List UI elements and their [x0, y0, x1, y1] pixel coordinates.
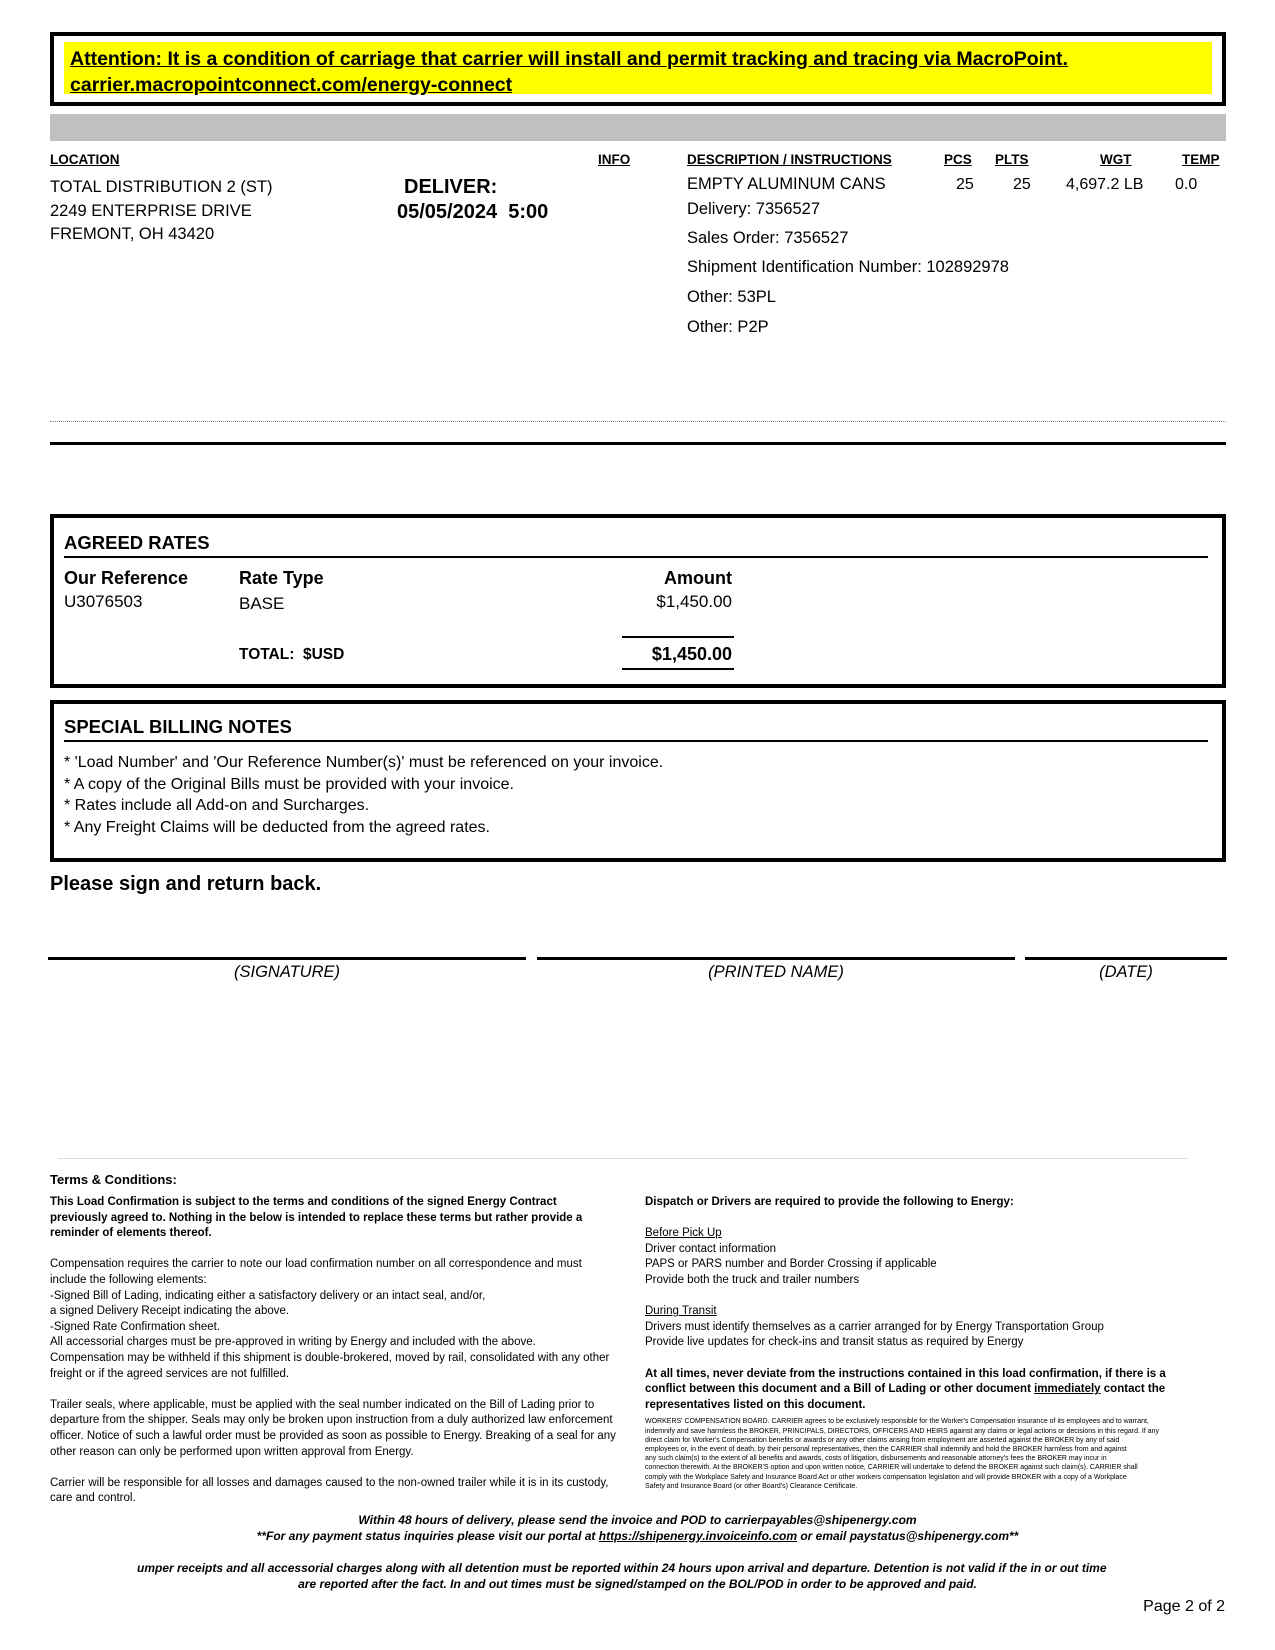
billing-note: * 'Load Number' and 'Our Reference Number(s)' must be referenced on your invoice. [64, 754, 664, 771]
during-transit-item: Provide live updates for check-ins and transit status as required by Energy [645, 1336, 1024, 1349]
detail-sales-order: Sales Order: 7356527 [687, 229, 849, 247]
workers-comp-line: connection therewith. At the BROKER'S option and upon written notice, CARRIER will undertake to defend the BROKER against such claim(s). CARRIER shall [645, 1464, 1138, 1472]
billing-note: * Rates include all Add-on and Surcharges. [64, 797, 370, 815]
terms-line: -Signed Bill of Lading, indicating either a satisfactory delivery or an intact seal, and/or, [50, 1289, 486, 1302]
agreed-rates-title: AGREED RATES [64, 532, 210, 553]
rate-reference: U3076503 [64, 592, 143, 611]
terms-line: Compensation requires the carrier to note our load confirmation number on all correspondence and must [50, 1258, 582, 1271]
sign-prompt: Please sign and return back. [50, 873, 322, 895]
billing-note: * Any Freight Claims will be deducted from the agreed rates. [64, 819, 490, 837]
billing-note: * A copy of the Original Bills must be provided with your invoice. [64, 775, 514, 793]
footer-invoice-instruction: Within 48 hours of delivery, please send the invoice and POD to carrierpayables@shipenergy.com [358, 1513, 917, 1527]
never-deviate-line [645, 1382, 1235, 1398]
terms-line: care and control. [50, 1492, 136, 1505]
special-billing-notes-box [50, 700, 1226, 862]
before-pickup-title: Before Pick Up [645, 1227, 722, 1240]
terms-line: -Signed Rate Confirmation sheet. [50, 1320, 221, 1333]
detail-delivery: Delivery: 7356527 [687, 200, 820, 218]
date-label: (DATE) [1099, 963, 1153, 981]
location-city: FREMONT, OH 43420 [50, 225, 215, 243]
location-name: TOTAL DISTRIBUTION 2 (ST) [50, 178, 273, 196]
terms-line: freight or if the agreed services are not fulfilled. [50, 1367, 290, 1380]
workers-comp-line: any such claim(s) to the extent of all benefits and awards, costs of litigation, disbursements and reasonable attorney's fees the BROKER may incur in [645, 1455, 1107, 1463]
footer-payment-status [0, 1529, 1275, 1543]
never-deviate-text: contact the [1100, 1383, 1166, 1396]
detail-shipment-id: Shipment Identification Number: 102892978 [687, 258, 1009, 276]
header-temp: TEMP [1182, 152, 1220, 167]
attention-text: Attention: It is a condition of carriage that carrier will install and permit tracking and tracing via MacroPoint. [70, 48, 1068, 70]
header-plts: PLTS [995, 152, 1029, 167]
total-rule [622, 636, 734, 638]
header-description: DESCRIPTION / INSTRUCTIONS [687, 152, 892, 167]
never-deviate-line: representatives listed on this document. [645, 1398, 866, 1411]
attention-highlight [64, 42, 1212, 94]
signature-line[interactable] [48, 957, 526, 960]
terms-intro-line: This Load Confirmation is subject to the terms and conditions of the signed Energy Contract [50, 1196, 557, 1208]
terms-left-column [50, 1195, 630, 1507]
detail-other-1: Other: 53PL [687, 288, 776, 306]
deliver-label: DELIVER: [404, 176, 498, 198]
agreed-rates-rule [64, 556, 1208, 558]
header-pcs: PCS [944, 152, 972, 167]
workers-comp-line: employees or, in the event of death, by their personal representatives, then the CARRIER shall indemnify and hold the BROKER harmless from and against [645, 1445, 1127, 1453]
location-street: 2249 ENTERPRISE DRIVE [50, 201, 252, 220]
footer-detention-notice: umper receipts and all accessorial charges along with all detention must be reported within 24 hours upon arrival and departure. Detention is not valid if the in or out time [137, 1561, 1107, 1575]
billing-notes-rule [64, 740, 1208, 742]
total-label: TOTAL: $USD [239, 646, 345, 663]
terms-title: Terms & Conditions: [50, 1172, 177, 1187]
terms-line: a signed Delivery Receipt indicating the above. [50, 1305, 290, 1318]
terms-line: include the following elements: [50, 1273, 207, 1286]
header-info: INFO [598, 152, 631, 167]
deliver-datetime: 05/05/2024 5:00 [397, 201, 549, 223]
workers-comp-line: Safety and Insurance Board (or other Board's) Clearance Certificate. [645, 1482, 858, 1490]
total-amount: $1,450.00 [651, 644, 732, 664]
terms-seals [50, 1398, 630, 1460]
invoice-portal-link[interactable]: https://shipenergy.invoiceinfo.com [598, 1529, 797, 1543]
immediately-emphasis: immediately [1034, 1383, 1101, 1396]
rate-type: BASE [239, 594, 285, 613]
printed-name-line[interactable] [537, 957, 1015, 960]
item-temp: 0.0 [1175, 176, 1198, 193]
terms-line: officer. Notice of such a lawful order must be provided as soon as possible to Energy. Breaking of a seal for any [50, 1429, 616, 1442]
date-line[interactable] [1025, 957, 1227, 960]
rate-amount: $1,450.00 [656, 592, 732, 611]
col-rate-type: Rate Type [239, 568, 324, 588]
terms-line: Carrier will be responsible for all losses and damages caused to the non-owned trailer while it is in its custody, [50, 1476, 609, 1489]
terms-losses [50, 1476, 630, 1507]
printed-name-label: (PRINTED NAME) [708, 963, 844, 981]
solid-divider [50, 442, 1226, 445]
during-transit-item: Drivers must identify themselves as a carrier arranged for by Energy Transportation Group [645, 1320, 1104, 1333]
col-our-reference: Our Reference [64, 568, 189, 588]
terms-line: Trailer seals, where applicable, must be applied with the seal number indicated on the Bill of Lading prior to [50, 1398, 595, 1411]
workers-comp-clause [645, 1417, 1235, 1491]
terms-intro-line: previously agreed to. Nothing in the below is intended to replace these terms but rather provide a [50, 1211, 583, 1224]
terms-line: departure from the shipper. Seals may only be broken upon instruction from a duly authorized law enforcement [50, 1414, 613, 1427]
item-pcs: 25 [956, 176, 974, 193]
header-location: LOCATION [50, 152, 120, 167]
item-wgt: 4,697.2 LB [1066, 176, 1144, 193]
terms-line: All accessorial charges must be pre-approved in writing by Energy and included with the above. [50, 1336, 536, 1349]
workers-comp-line: direct claim for Worker's Compensation benefits or awards or any other claims arising from employment are asserted against the BROKER by any of said [645, 1436, 1120, 1444]
page-number: Page 2 of 2 [1143, 1598, 1225, 1615]
workers-comp-line: indemnify and save harmless the BROKER, PRINCIPALS, DIRECTORS, OFFICERS AND HEIRS against any claims or legal actions or decisions in this regard. If any [645, 1427, 1160, 1435]
section-divider-bar [50, 114, 1226, 141]
terms-intro-line: reminder of elements thereof. [50, 1227, 212, 1240]
header-wgt: WGT [1100, 152, 1132, 167]
attention-banner [50, 32, 1226, 106]
dispatch-title: Dispatch or Drivers are required to provide the following to Energy: [645, 1196, 1014, 1208]
col-amount: Amount [664, 568, 732, 588]
total-underline [622, 668, 734, 670]
agreed-rates-box [50, 514, 1226, 688]
item-plts: 25 [1013, 176, 1031, 193]
workers-comp-line: WORKERS' COMPENSATION BOARD. CARRIER agrees to be exclusively responsible for the Worker's Compensation insurance of its employees and to warrant, [645, 1418, 1149, 1426]
item-description: EMPTY ALUMINUM CANS [687, 175, 886, 193]
before-pickup-item: Provide both the truck and trailer numbers [645, 1273, 860, 1286]
macropoint-link[interactable]: carrier.macropointconnect.com/energy-connect [70, 74, 513, 96]
never-deviate-notice [645, 1367, 1235, 1414]
footer-times-notice: are reported after the fact. In and out times must be signed/stamped on the BOL/POD in order to be approved and paid. [298, 1577, 977, 1591]
workers-comp-line: comply with the Workplace Safety and Insurance Board Act or other workers compensation legislation and will provide BROKER with a copy of a Workplace [645, 1473, 1127, 1481]
billing-notes-title: SPECIAL BILLING NOTES [64, 716, 292, 737]
never-deviate-line: At all times, never deviate from the instructions contained in this load confirmation, if there is a [645, 1367, 1166, 1380]
detail-other-2: Other: P2P [687, 318, 769, 336]
billing-notes-list [64, 752, 663, 839]
never-deviate-text: conflict between this document and a Bill of Lading or other document [645, 1383, 1035, 1396]
footer-text: **For any payment status inquiries please visit our portal at [256, 1529, 599, 1543]
signature-label: (SIGNATURE) [233, 963, 341, 981]
terms-line: other reason can only be performed upon written approval from Energy. [50, 1445, 414, 1458]
dotted-divider [50, 421, 1226, 422]
before-pickup-item: PAPS or PARS number and Border Crossing if applicable [645, 1258, 937, 1271]
during-transit-title: During Transit [645, 1305, 717, 1318]
location-address [50, 176, 272, 247]
terms-right-column [645, 1195, 1235, 1491]
terms-compensation [50, 1257, 630, 1382]
before-pickup-item: Driver contact information [645, 1242, 777, 1255]
footer-text: or email paystatus@shipenergy.com** [797, 1529, 1019, 1543]
terms-line: Compensation may be withheld if this shipment is double-brokered, moved by rail, consolidated with any other [50, 1351, 610, 1364]
terms-divider [58, 1158, 1188, 1159]
terms-intro [50, 1195, 630, 1242]
